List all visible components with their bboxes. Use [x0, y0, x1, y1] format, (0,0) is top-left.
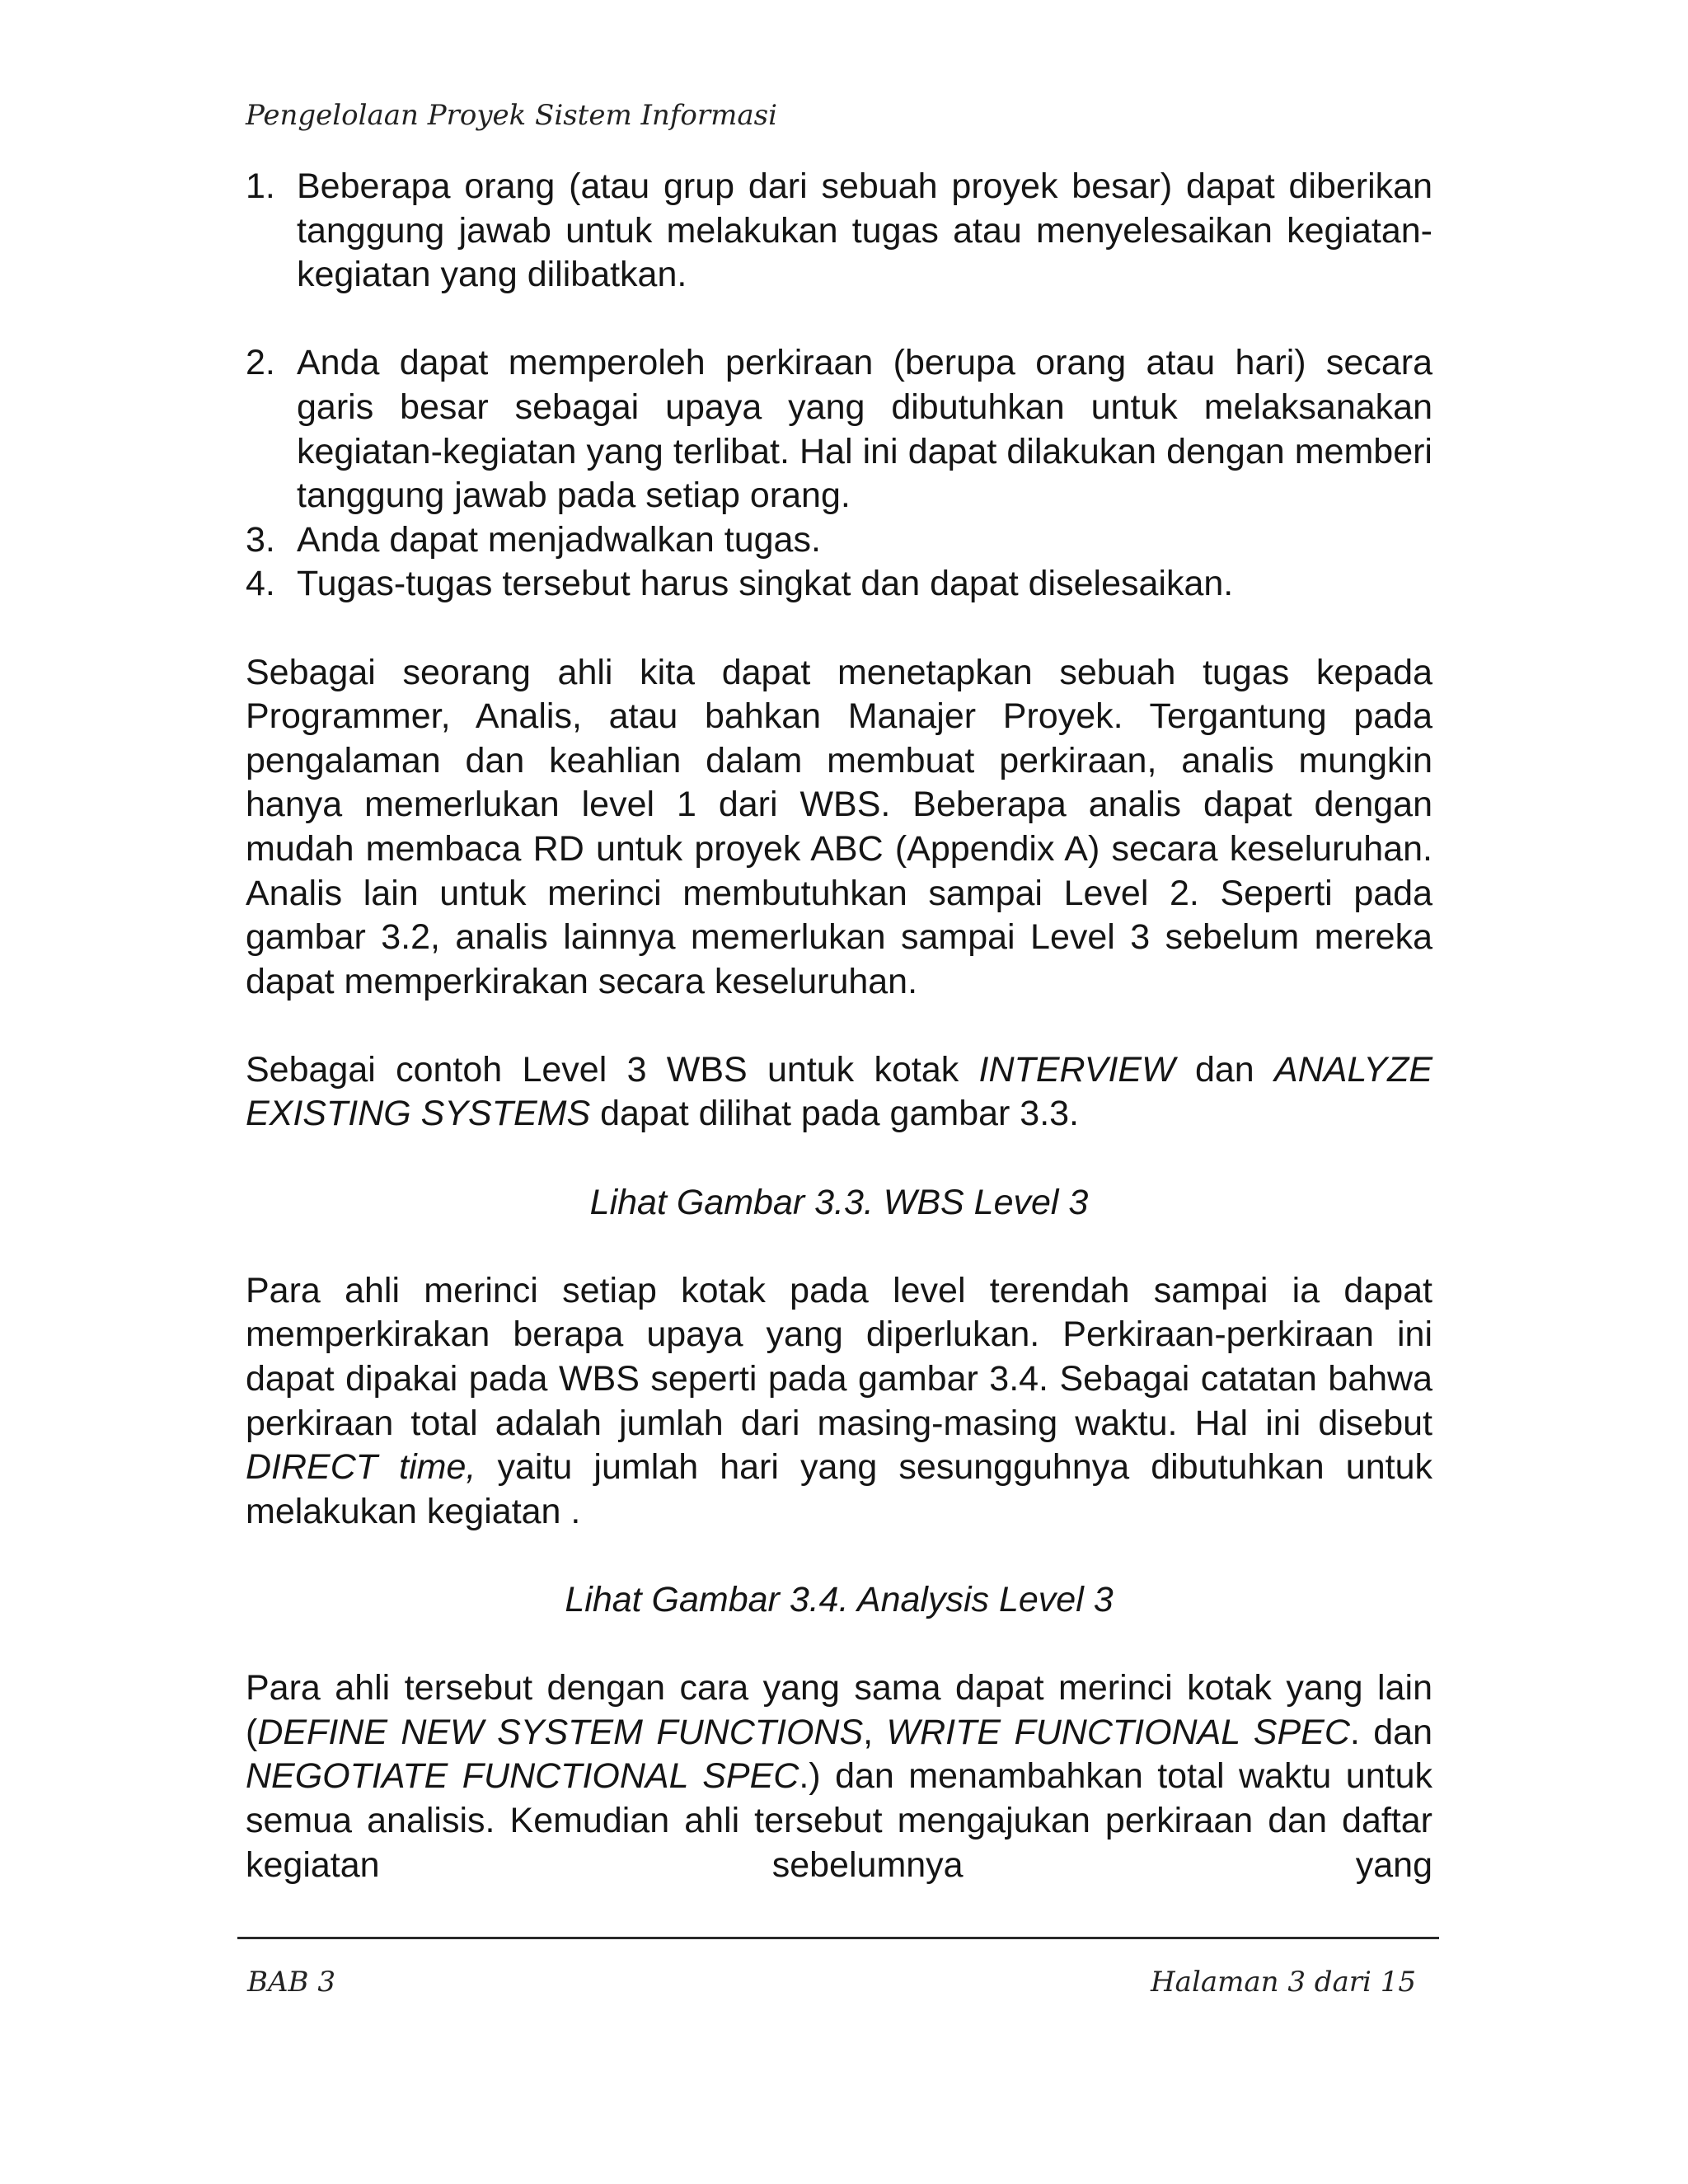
text-run: Para ahli merinci setiap kotak pada level terendah sampai ia dapat memperkirakan berapa upaya yang diperlukan. Perkiraan-perkiraan ini dapat dipakai pada WBS seperti pada gambar 3.4. Sebagai catatan bahwa perkiraan total adalah jumlah dari masing-masing waktu. Hal ini disebut	[246, 1270, 1432, 1443]
list-item-number: 1.	[246, 166, 275, 206]
emphasis-interview: INTERVIEW	[978, 1049, 1175, 1090]
list-item	[246, 341, 1432, 518]
list-item-text: Tugas-tugas tersebut harus singkat dan dapat diselesaikan.	[297, 564, 1234, 604]
emphasis-negotiate-functional-spec: NEGOTIATE FUNCTIONAL SPEC	[246, 1756, 799, 1797]
text-run: yaitu jumlah hari yang sesungguhnya dibutuhkan untuk melakukan kegiatan .	[246, 1447, 1432, 1531]
list-item-text: Beberapa orang (atau grup dari sebuah proyek besar) dapat diberikan tanggung jawab untuk melakukan tugas atau menyelesaikan kegiatan-kegiatan yang dilibatkan.	[297, 166, 1432, 295]
text-run: dan	[1175, 1049, 1274, 1090]
figure-reference-3-4: Lihat Gambar 3.4. Analysis Level 3	[565, 1580, 1114, 1619]
emphasis-define-new-system-functions: DEFINE NEW SYSTEM FUNCTIONS	[257, 1712, 864, 1752]
paragraph-other-boxes	[246, 1666, 1432, 1887]
text-run: Sebagai contoh Level 3 WBS untuk kotak	[246, 1049, 979, 1090]
paragraph-level3-example	[246, 1048, 1432, 1137]
page-body	[246, 165, 1432, 1887]
list-item	[246, 165, 1432, 298]
list-item	[246, 562, 1432, 607]
footer-chapter: BAB 3	[247, 1966, 335, 1999]
list-item-number: 4.	[246, 564, 275, 604]
numbered-list	[246, 165, 1432, 607]
figure-reference-3-3: Lihat Gambar 3.3. WBS Level 3	[589, 1182, 1089, 1222]
text-run: .) dan menambahkan total waktu untuk semua analisis. Kemudian ahli tersebut mengajukan perkiraan dan daftar kegiatan sebelumnya yang	[246, 1756, 1432, 1885]
emphasis-direct-time: DIRECT time,	[246, 1447, 476, 1488]
list-item	[246, 518, 1432, 563]
paragraph-direct-time	[246, 1269, 1432, 1535]
running-header: Pengelolaan Proyek Sistem Informasi	[246, 99, 777, 132]
list-item-text: Anda dapat memperoleh perkiraan (berupa orang atau hari) secara garis besar sebagai upaya yang dibutuhkan untuk melaksanakan kegiatan-kegiatan yang terlibat. Hal ini dapat dilakukan dengan memberi tanggung jawab pada setiap orang.	[297, 343, 1432, 516]
list-item-number: 2.	[246, 343, 275, 383]
emphasis-analyze-existing-systems: ANALYZE EXISTING SYSTEMS	[246, 1049, 1433, 1134]
text-run: dapat dilihat pada gambar 3.3.	[590, 1094, 1080, 1134]
text-run: . dan	[1349, 1712, 1432, 1752]
list-item-number: 3.	[246, 519, 275, 560]
text-run: Para ahli tersebut dengan cara yang sama dapat merinci kotak yang lain (	[246, 1668, 1432, 1752]
text-run: ,	[863, 1712, 887, 1752]
emphasis-write-functional-spec: WRITE FUNCTIONAL SPEC	[886, 1712, 1350, 1752]
list-item-text: Anda dapat menjadwalkan tugas.	[297, 519, 821, 560]
footer-page-number: Halaman 3 dari 15	[1151, 1966, 1416, 1999]
footer-divider	[237, 1937, 1439, 1939]
paragraph-expert-assignment: Sebagai seorang ahli kita dapat menetapkan sebuah tugas kepada Programmer, Analis, atau bahkan Manajer Proyek. Tergantung pada pengalaman dan keahlian dalam membuat perkiraan, analis mungkin hanya memerlukan level 1 dari WBS. Beberapa analis dapat dengan mudah membaca RD untuk proyek ABC (Appendix A) secara keseluruhan. Analis lain untuk merinci membutuhkan sampai Level 2. Seperti pada gambar 3.2, analis lainnya memerlukan sampai Level 3 sebelum mereka dapat memperkirakan secara keseluruhan.	[246, 652, 1432, 1001]
